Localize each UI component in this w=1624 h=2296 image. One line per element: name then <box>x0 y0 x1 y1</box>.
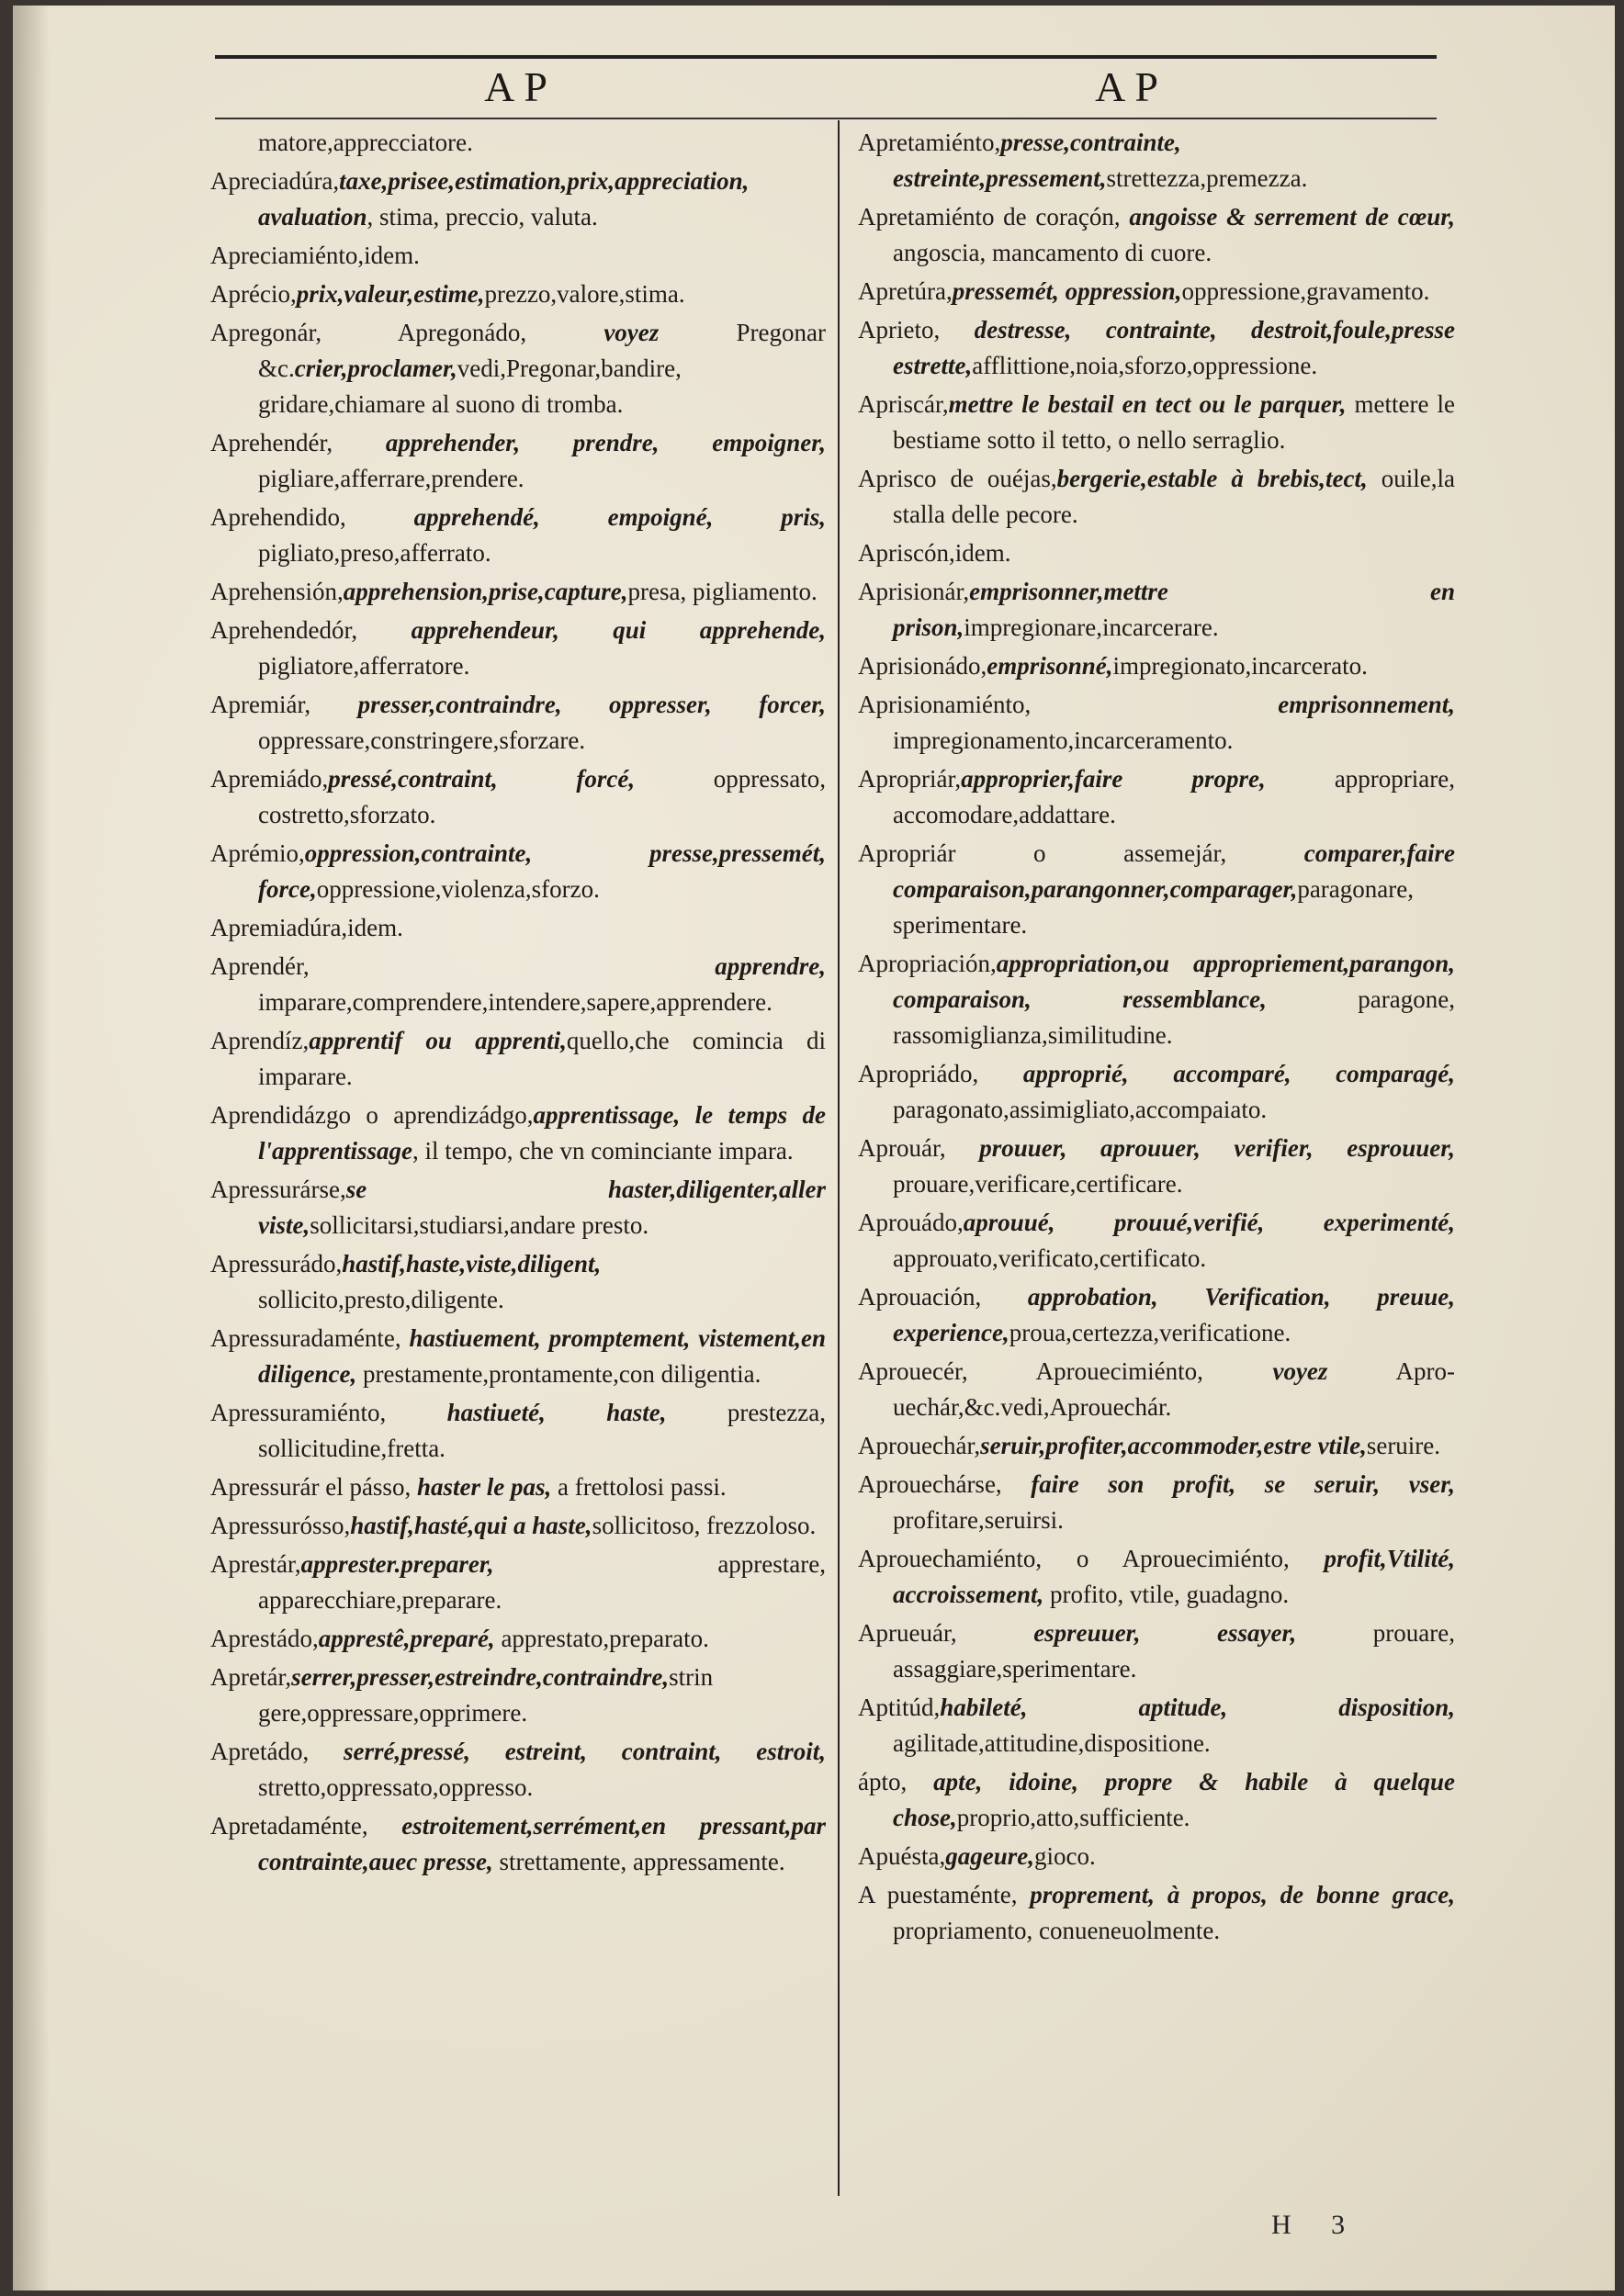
entry-italian: paragone, rassomiglianza,similitudine. <box>893 985 1455 1049</box>
entry-french: seruir,profiter,accommoder,estre vtile, <box>980 1432 1367 1459</box>
entry-french: destresse, contrainte, destroit,foule,presse estrette, <box>893 316 1455 379</box>
entry-french: apprentif ou apprenti, <box>309 1027 567 1054</box>
entry-italian: gioco. <box>1033 1842 1096 1870</box>
entry-headword: Aprisionádo, <box>858 652 987 680</box>
entry-headword: Aprisionár, <box>858 578 970 605</box>
entry-french: faire son profit, se seruir, vser, <box>1031 1470 1455 1498</box>
dictionary-entry <box>858 1690 1455 1761</box>
dictionary-entry <box>210 613 826 684</box>
entry-italian: imparare,comprendere,intendere,sapere,apprendere. <box>258 988 773 1016</box>
entry-headword: Aprisionamiénto, <box>858 691 1279 718</box>
entry-italian: agilitade,attitudine,dispositione. <box>893 1729 1211 1757</box>
entry-italian: prestezza, sollicitudine,fretta. <box>258 1399 826 1462</box>
dictionary-entry <box>210 1734 826 1806</box>
entry-headword: Aprendíz, <box>210 1027 310 1054</box>
entry-french: crier,proclamer, <box>294 355 457 382</box>
entry-headword: Apressurósso, <box>210 1512 351 1539</box>
entry-french: se haster,diligenter,aller viste, <box>258 1176 826 1239</box>
dictionary-entry <box>210 1395 826 1467</box>
entry-french: apprendre, <box>715 952 826 980</box>
entry-headword: Aprisco de ouéjas, <box>858 465 1057 492</box>
entry-headword: Apreciadúra, <box>210 167 340 195</box>
dictionary-entry <box>210 1808 826 1880</box>
entry-headword: Apregonár, Apregonádo, <box>210 319 604 346</box>
dictionary-entry <box>858 687 1455 759</box>
entry-italian: pigliatore,afferratore. <box>258 652 470 680</box>
entry-headword: Apressurárse, <box>210 1176 346 1203</box>
entry-french: oppression,contrainte, presse,pressemét, force, <box>258 839 826 903</box>
entry-french: gageure, <box>945 1842 1034 1870</box>
entry-french: emprisonnement, <box>1278 691 1455 718</box>
dictionary-entry <box>210 1621 826 1657</box>
dictionary-entry <box>210 1321 826 1392</box>
dictionary-entry <box>210 163 826 235</box>
entry-italian: quello,che comincia di imparare. <box>258 1027 826 1090</box>
entry-headword: Apressuramiénto, <box>210 1399 447 1426</box>
dictionary-entry <box>210 315 826 422</box>
entry-french: approprier,faire propre, <box>961 765 1266 793</box>
entry-italian: ouile,la stalla delle pecore. <box>893 465 1455 528</box>
entry-italian: Pregonar &c. <box>258 319 826 382</box>
entry-headword: Aprendér, <box>210 952 716 980</box>
entry-french: approprié, accomparé, comparagé, <box>1022 1060 1455 1087</box>
dictionary-entry <box>858 1056 1455 1128</box>
entry-french: pressé,contraint, forcé, <box>328 765 636 793</box>
entry-italian: afflittione,noia,sforzo,oppressione. <box>972 352 1318 379</box>
entry-french: serré,pressé, estreint, contraint, estroit, <box>343 1738 826 1765</box>
entry-french: proprement, à propos, de bonne grace, <box>1030 1881 1455 1908</box>
dictionary-entry <box>858 574 1455 646</box>
dictionary-entry <box>210 1547 826 1618</box>
dictionary-entry <box>858 1467 1455 1538</box>
entry-italian: sollicitoso, frezzoloso. <box>592 1512 817 1539</box>
entry-headword: Apretúra, <box>858 277 953 305</box>
entry-french: prouuer, aprouuer, verifier, esprouuer, <box>979 1134 1455 1162</box>
entry-headword: Apretamiénto de coraçón, <box>858 203 1130 231</box>
entry-italian: proua,certezza,verificatione. <box>1009 1319 1291 1346</box>
dictionary-entry <box>858 836 1455 943</box>
entry-italian: strettezza,premezza. <box>1106 164 1308 192</box>
entry-french: appropriation,ou appropriement,parangon, comparaison, ressemblance, <box>893 950 1455 1013</box>
entry-headword: Aprouechár, <box>858 1432 981 1459</box>
entry-italian: matore,apprecciatore. <box>258 129 473 156</box>
entry-french: apprentissage, le temps de l'apprentissage <box>258 1101 826 1165</box>
entry-headword: Apremiadúra,idem. <box>210 914 403 941</box>
column-divider <box>838 120 840 2196</box>
entry-italian: prezzo,valore,stima. <box>484 280 685 308</box>
entry-french: apprehension,prise,capture, <box>343 578 628 605</box>
entry-headword: Aprouechárse, <box>858 1470 1032 1498</box>
entry-french: haster le pas, <box>416 1473 552 1501</box>
entry-italian: oppressato, costretto,sforzato. <box>258 765 826 828</box>
dictionary-entry <box>858 1877 1455 1949</box>
entry-italian: , il tempo, che vn cominciante impara. <box>412 1137 794 1165</box>
dictionary-entry <box>210 1172 826 1244</box>
entry-headword: Aprouár, <box>858 1134 980 1162</box>
entry-headword: Aprestár, <box>210 1550 301 1578</box>
entry-italian: a frettolosi passi. <box>551 1473 727 1501</box>
dictionary-entry <box>210 1023 826 1095</box>
entry-italian: stretto,oppressato,oppresso. <box>258 1773 534 1801</box>
entry-french: espreuuer, essayer, <box>1033 1619 1297 1647</box>
entry-italian: oppressare,constringere,sforzare. <box>258 726 586 754</box>
entry-headword: Aprueuár, <box>858 1619 1034 1647</box>
entry-italian: oppressione,violenza,sforzo. <box>316 875 600 903</box>
entry-headword: Aprouación, <box>858 1283 1028 1311</box>
entry-italian: seruire. <box>1366 1432 1441 1459</box>
entry-italian: pigliato,preso,afferrato. <box>258 539 491 567</box>
dictionary-entry <box>858 1764 1455 1836</box>
entry-italian: pigliare,afferrare,prendere. <box>258 465 524 492</box>
entry-french: voyez <box>603 319 660 346</box>
dictionary-entry <box>858 1615 1455 1687</box>
entry-french: approbation, Verification, preuue, experience, <box>893 1283 1455 1346</box>
entry-italian: Apro-uechár,&c.vedi,Aprouechár. <box>893 1357 1455 1421</box>
entry-italian: angoscia, mancamento di cuore. <box>893 239 1212 266</box>
entry-french: hastif,haste,viste,diligent, <box>342 1250 602 1277</box>
dictionary-entry <box>210 574 826 610</box>
dictionary-entry <box>210 1660 826 1731</box>
top-rule <box>215 55 1437 59</box>
entry-headword: Apressurádo, <box>210 1250 343 1277</box>
dictionary-entry <box>210 125 826 161</box>
entry-headword: A puestaménte, <box>858 1881 1031 1908</box>
entry-french: habileté, aptitude, disposition, <box>940 1694 1455 1721</box>
dictionary-entry <box>858 312 1455 384</box>
entry-french: estroitement,serrément,en pressant,par contrainte,auec presse, <box>258 1812 826 1875</box>
entry-headword: Aptitúd, <box>858 1694 941 1721</box>
entry-headword: Aprehendér, <box>210 429 386 456</box>
entry-italian: mettere le bestiame sotto il tetto, o nello serraglio. <box>893 390 1455 454</box>
entry-french: hastiuement, promptement, vistement,en diligence, <box>258 1324 826 1388</box>
entry-french: taxe,prisee,estimation,prix,appreciation, avaluation <box>258 167 750 231</box>
right-column <box>858 125 1455 2200</box>
entry-french: presse,contrainte, estreinte,pressement, <box>893 129 1181 192</box>
entry-italian: strettamente, appressamente. <box>492 1848 785 1875</box>
entry-italian: prouare, assaggiare,sperimentare. <box>893 1619 1455 1683</box>
dictionary-entry <box>858 761 1455 833</box>
dictionary-entry <box>858 1279 1455 1351</box>
entry-headword: Aprémio, <box>210 839 305 867</box>
dictionary-entry <box>210 910 826 946</box>
page-edge-shadow <box>13 6 50 2290</box>
header-rule <box>215 118 1437 119</box>
dictionary-entry <box>858 199 1455 271</box>
book-page <box>13 6 1615 2290</box>
dictionary-entry <box>210 238 826 274</box>
entry-italian: apprestare, apparecchiare,preparare. <box>258 1550 826 1614</box>
entry-french: hastiueté, haste, <box>446 1399 667 1426</box>
entry-headword: Apretádo, <box>210 1738 344 1765</box>
entry-french: profit,Vtilité, accroissement, <box>893 1545 1455 1608</box>
entry-french: apprehendé, empoigné, pris, <box>413 503 826 531</box>
entry-headword: Aprestádo, <box>210 1625 319 1652</box>
entry-headword: Apropriár, <box>858 765 962 793</box>
entry-italian: oppressione,gravamento. <box>1181 277 1430 305</box>
dictionary-entry <box>210 949 826 1020</box>
entry-italian: paragonare, sperimentare. <box>893 875 1414 939</box>
dictionary-entry <box>858 125 1455 197</box>
header-left: AP <box>484 63 557 110</box>
entry-french: angoisse & serrement de cœur, <box>1129 203 1455 231</box>
entry-french: bergerie,estable à brebis,tect, <box>1056 465 1368 492</box>
entry-headword: Apremiár, <box>210 691 358 718</box>
left-column <box>210 125 826 2200</box>
dictionary-entry <box>210 1508 826 1544</box>
entry-headword: Apressuradaménte, <box>210 1324 410 1352</box>
dictionary-entry <box>858 1131 1455 1202</box>
entry-headword: Aprouechamiénto, o Aprouecimiénto, <box>858 1545 1325 1572</box>
dictionary-entry <box>210 1469 826 1505</box>
entry-headword: Apriscár, <box>858 390 949 418</box>
entry-italian: profitare,seruirsi. <box>893 1506 1064 1534</box>
entry-headword: Apropriádo, <box>858 1060 1023 1087</box>
entry-italian: prouare,verificare,certificare. <box>893 1170 1183 1198</box>
dictionary-entry <box>210 1097 826 1169</box>
entry-italian: sollicitarsi,studiarsi,andare presto. <box>310 1211 649 1239</box>
dictionary-entry <box>858 946 1455 1053</box>
entry-headword: Aprehendedór, <box>210 616 412 644</box>
entry-headword: Apressurár el pásso, <box>210 1473 417 1501</box>
dictionary-entry <box>858 1354 1455 1425</box>
entry-headword: Apretadaménte, <box>210 1812 402 1840</box>
header-right: AP <box>1095 63 1167 110</box>
entry-headword: Apropriación, <box>858 950 997 977</box>
entry-french: apte, idoine, propre & habile à quelque chose, <box>893 1768 1455 1831</box>
entry-italian: presa, pigliamento. <box>627 578 818 605</box>
entry-italian: vedi,Pregonar,bandire, gridare,chiamare al suono di tromba. <box>258 355 682 418</box>
entry-italian: apprestato,preparato. <box>494 1625 709 1652</box>
dictionary-entry <box>858 1541 1455 1613</box>
entry-italian: impregionato,incarcerato. <box>1112 652 1368 680</box>
entry-french: apprestê,preparé, <box>318 1625 495 1652</box>
entry-french: pressemét, oppression, <box>952 277 1182 305</box>
entry-italian: profito, vtile, guadagno. <box>1043 1581 1290 1608</box>
entry-french: prix,valeur,estime, <box>296 280 485 308</box>
entry-headword: Aprouecér, Aprouecimiénto, <box>858 1357 1273 1385</box>
dictionary-entry <box>210 276 826 312</box>
entry-french: presser,contraindre, oppresser, forcer, <box>357 691 826 718</box>
entry-french: mettre le bestail en tect ou le parquer, <box>948 390 1347 418</box>
entry-french: apprehendeur, qui apprehende, <box>411 616 826 644</box>
entry-italian: appropriare, accomodare,addattare. <box>893 765 1455 828</box>
entry-italian: impregionamento,incarceramento. <box>893 726 1234 754</box>
entry-headword: Aprouádo, <box>858 1209 964 1236</box>
entry-italian: sollicito,presto,diligente. <box>258 1286 504 1313</box>
entry-french: serrer,presser,estreindre,contraindre, <box>291 1663 670 1691</box>
entry-headword: Aprieto, <box>858 316 975 343</box>
entry-french: apprester.preparer, <box>300 1550 494 1578</box>
dictionary-entry <box>858 648 1455 684</box>
entry-french: emprisonner,mettre en prison, <box>893 578 1455 641</box>
entry-headword: Apretár, <box>210 1663 292 1691</box>
dictionary-entry <box>858 274 1455 310</box>
entry-headword: Aprehendido, <box>210 503 414 531</box>
entry-italian: paragonato,assimigliato,accompaiato. <box>893 1096 1268 1123</box>
entry-french: aprouué, prouué,verifié, experimenté, <box>963 1209 1455 1236</box>
entry-headword: Apropriár o assemejár, <box>858 839 1304 867</box>
entry-italian: impregionare,incarcerare. <box>964 613 1219 641</box>
entry-italian: approuato,verificato,certificato. <box>893 1244 1207 1272</box>
entry-headword: Apreciamiénto,idem. <box>210 242 420 269</box>
entry-french: emprisonné, <box>987 652 1113 680</box>
dictionary-entry <box>210 761 826 833</box>
dictionary-entry <box>858 461 1455 533</box>
entry-headword: Aprécio, <box>210 280 297 308</box>
dictionary-entry <box>210 836 826 907</box>
entry-headword: ápto, <box>858 1768 934 1795</box>
entry-headword: Aprehensión, <box>210 578 344 605</box>
entry-italian: , stima, preccio, valuta. <box>367 203 598 231</box>
dictionary-entry <box>858 387 1455 458</box>
entry-french: comparer,faire comparaison,parangonner,comparager, <box>893 839 1455 903</box>
entry-italian: propriamento, conueneuolmente. <box>893 1917 1221 1944</box>
dictionary-entry <box>858 1839 1455 1874</box>
entry-italian: strin gere,oppressare,opprimere. <box>258 1663 714 1727</box>
entry-french: hastif,hasté,qui a haste, <box>350 1512 592 1539</box>
entry-french: apprehender, prendre, empoigner, <box>385 429 826 456</box>
dictionary-entry <box>858 1428 1455 1464</box>
dictionary-entry <box>210 1246 826 1318</box>
dictionary-entry <box>858 1205 1455 1277</box>
dictionary-entry <box>210 425 826 497</box>
entry-headword: Apretamiénto, <box>858 129 1001 156</box>
entry-italian: proprio,atto,sufficiente. <box>956 1804 1190 1831</box>
dictionary-entry <box>858 535 1455 571</box>
entry-headword: Apriscón,idem. <box>858 539 1011 567</box>
entry-italian: prestamente,prontamente,con diligentia. <box>356 1360 761 1388</box>
signature-mark: H 3 <box>1271 2210 1362 2240</box>
entry-headword: Apremiádo, <box>210 765 329 793</box>
running-headers <box>215 62 1437 118</box>
dictionary-entry <box>210 687 826 759</box>
entry-headword: Apuésta, <box>858 1842 946 1870</box>
entry-french: voyez <box>1272 1357 1328 1385</box>
entry-headword: Aprendidázgo o aprendizádgo, <box>210 1101 534 1129</box>
dictionary-entry <box>210 500 826 571</box>
